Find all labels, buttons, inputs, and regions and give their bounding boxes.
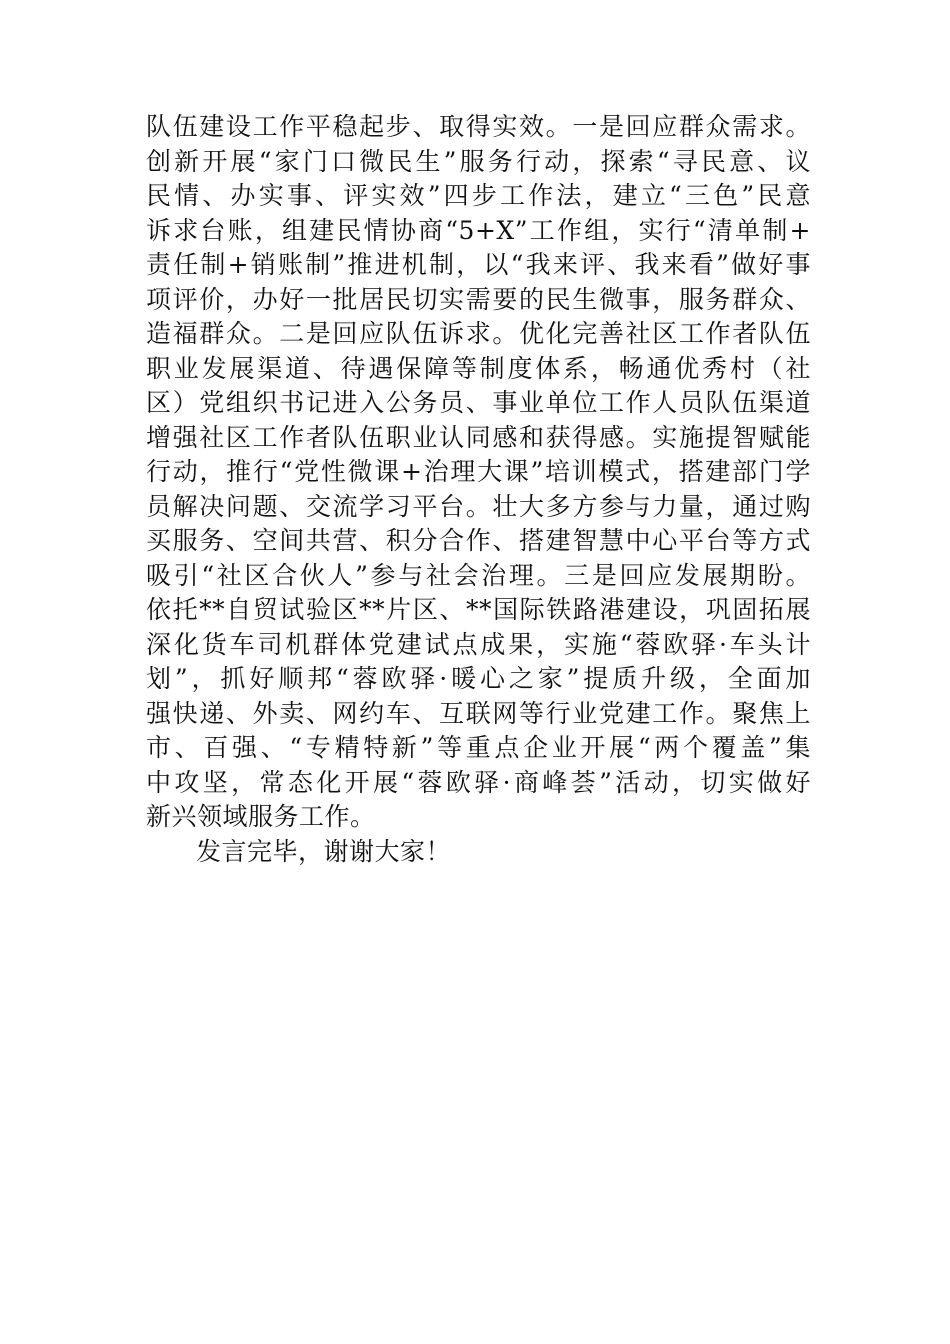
paragraph-line: 项评价，办好一批居民切实需要的民生微事，服务群众、: [146, 284, 811, 314]
paragraph-line: 诉求台账，组建民情协商“5+X”工作组，实行“清单制+: [146, 215, 811, 245]
paragraph-line: 员解决问题、交流学习平台。壮大多方参与力量，通过购: [146, 491, 811, 521]
paragraph-line: 买服务、空间共营、积分合作、搭建智慧中心平台等方式: [146, 526, 811, 555]
paragraph-line: 划”，抓好顺邦“蓉欧驿·暖心之家”提质升级，全面加: [146, 664, 811, 693]
paragraph-line: 造福群众。二是回应队伍诉求。优化完善社区工作者队伍: [146, 319, 811, 348]
paragraph-line: 责任制+销账制”推进机制，以“我来评、我来看”做好事: [146, 250, 811, 279]
paragraph-line: 行动，推行“党性微课+治理大课”培训模式，搭建部门学: [146, 457, 811, 486]
document-body: [146, 110, 811, 869]
paragraph-line: 创新开展“家门口微民生”服务行动，探索“寻民意、议: [146, 146, 811, 176]
paragraph-line: 队伍建设工作平稳起步、取得实效。一是回应群众需求。: [146, 112, 811, 141]
paragraph-line: 增强社区工作者队伍职业认同感和获得感。实施提智赋能: [146, 422, 811, 452]
paragraph-line: 强快递、外卖、网约车、互联网等行业党建工作。聚焦上: [146, 698, 811, 728]
paragraph-line: 市、百强、“专精特新”等重点企业开展“两个覆盖”集: [146, 733, 811, 762]
paragraph-line: 区）党组织书记进入公务员、事业单位工作人员队伍渠道: [146, 388, 811, 417]
paragraph-line: 深化货车司机群体党建试点成果，实施“蓉欧驿·车头计: [146, 629, 811, 659]
paragraph-line: 新兴领域服务工作。: [146, 802, 376, 831]
paragraph-line: 职业发展渠道、待遇保障等制度体系，畅通优秀村（社: [146, 353, 811, 383]
paragraph-line: 依托**自贸试验区**片区、**国际铁路港建设，巩固拓展: [146, 595, 811, 624]
closing-line: 发言完毕，谢谢大家！: [196, 836, 452, 866]
paragraph-line: 中攻坚，常态化开展“蓉欧驿·商峰荟”活动，切实做好: [146, 767, 811, 797]
paragraph-line: 民情、办实事、评实效”四步工作法，建立“三色”民意: [146, 181, 811, 210]
main-paragraph: [146, 110, 811, 835]
paragraph-line: 吸引“社区合伙人”参与社会治理。三是回应发展期盼。: [146, 560, 811, 590]
